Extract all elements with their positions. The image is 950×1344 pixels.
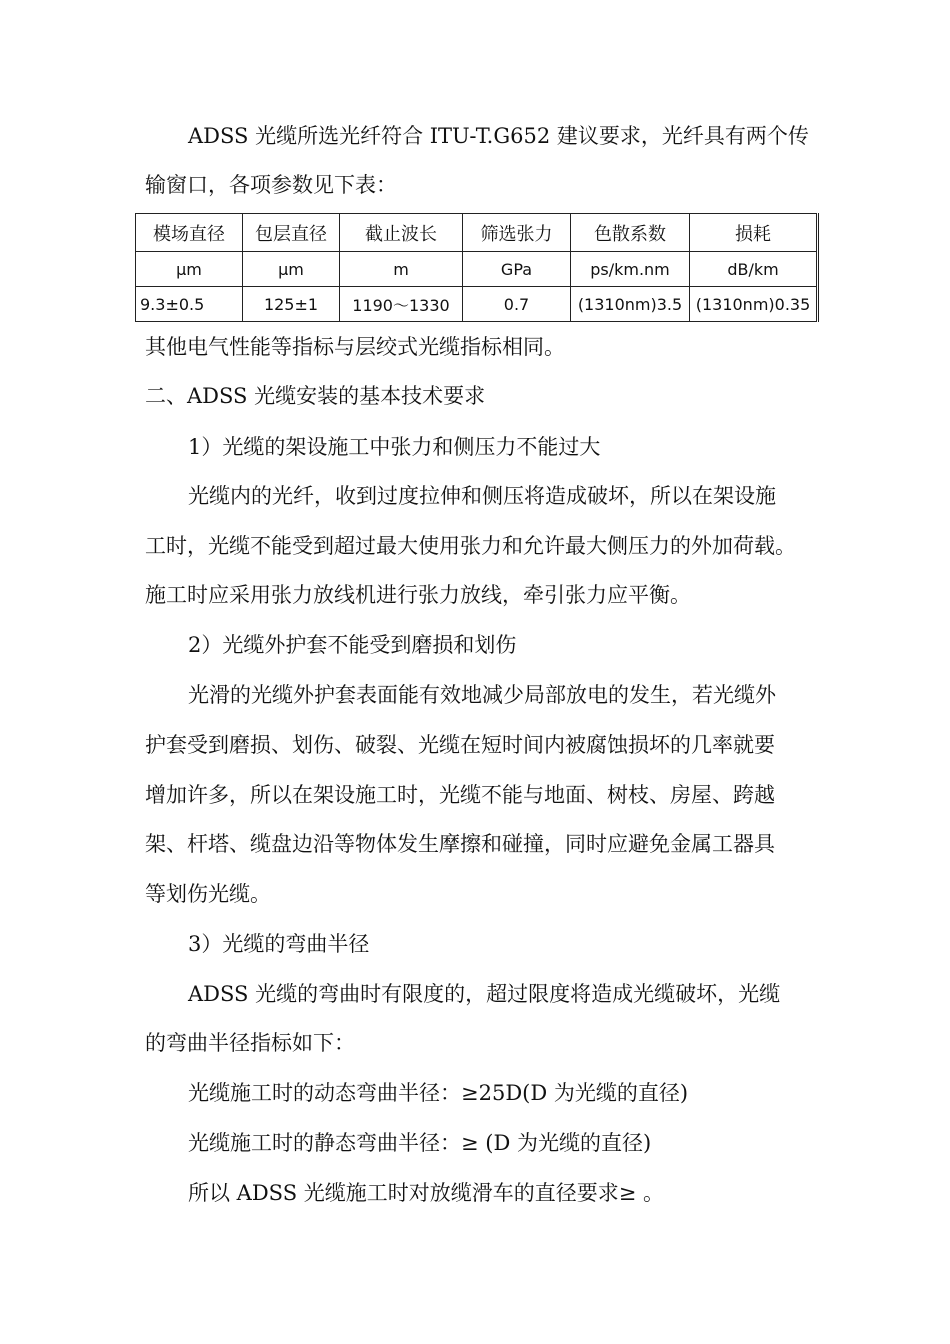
table-unit-cell: GPa: [463, 252, 571, 287]
item2-line: 等划伤光缆。: [145, 882, 271, 906]
table-unit-cell: dB/km: [690, 252, 818, 287]
item2-line: 护套受到磨损、划伤、破裂、光缆在短时间内被腐蚀损坏的几率就要: [145, 733, 775, 757]
table-value-cell: 9.3±0.5: [136, 287, 243, 322]
item1-line: 施工时应采用张力放线机进行张力放线，牵引张力应平衡。: [145, 583, 691, 607]
item1-line: 工时，光缆不能受到超过最大使用张力和允许最大侧压力的外加荷载。: [145, 534, 796, 558]
intro-line-1: ADSS 光缆所选光纤符合 ITU-T.G652 建议要求，光纤具有两个传: [188, 124, 809, 148]
table-header-cell: 筛选张力: [463, 214, 571, 252]
table-header-cell: 损耗: [690, 214, 818, 252]
table-value-cell: (1310nm)3.5: [571, 287, 690, 322]
item1-line: 光缆内的光纤，收到过度拉伸和侧压将造成破坏，所以在架设施: [188, 484, 776, 508]
section-heading: 二、ADSS 光缆安装的基本技术要求: [145, 384, 486, 408]
static-bend-radius: 光缆施工时的静态弯曲半径：≥ (D 为光缆的直径): [188, 1131, 652, 1155]
fiber-parameters-table: [135, 213, 819, 322]
item2-heading: 2）光缆外护套不能受到磨损和划伤: [188, 633, 517, 657]
item1-heading: 1）光缆的架设施工中张力和侧压力不能过大: [188, 435, 601, 459]
item2-line: 光滑的光缆外护套表面能有效地减少局部放电的发生，若光缆外: [188, 683, 776, 707]
table-value-cell: 125±1: [243, 287, 340, 322]
table-unit-cell: ps/km.nm: [571, 252, 690, 287]
table-values-row: [136, 287, 818, 322]
item3-line: ADSS 光缆的弯曲时有限度的，超过限度将造成光缆破坏，光缆: [188, 982, 781, 1006]
table-value-cell: 0.7: [463, 287, 571, 322]
table-header-cell: 截止波长: [340, 214, 463, 252]
item3-line: 的弯曲半径指标如下：: [145, 1031, 355, 1055]
table-header-cell: 色散系数: [571, 214, 690, 252]
pulley-diameter-requirement: 所以 ADSS 光缆施工时对放缆滑车的直径要求≥ 。: [188, 1181, 665, 1205]
intro-line-2: 输窗口，各项参数见下表：: [145, 173, 397, 197]
item2-line: 增加许多，所以在架设施工时，光缆不能与地面、树枝、房屋、跨越: [145, 783, 775, 807]
item2-line: 架、杆塔、缆盘边沿等物体发生摩擦和碰撞，同时应避免金属工器具: [145, 832, 775, 856]
table-header-cell: 包层直径: [243, 214, 340, 252]
table-header-row: [136, 214, 818, 252]
table-value-cell: (1310nm)0.35: [690, 287, 818, 322]
dynamic-bend-radius: 光缆施工时的动态弯曲半径：≥25D(D 为光缆的直径): [188, 1081, 689, 1105]
table-header-cell: 模场直径: [136, 214, 243, 252]
table-unit-cell: μm: [136, 252, 243, 287]
item3-heading: 3）光缆的弯曲半径: [188, 932, 370, 956]
table-value-cell: 1190～1330: [340, 287, 463, 322]
after-table-text: 其他电气性能等指标与层绞式光缆指标相同。: [145, 335, 565, 359]
table-units-row: [136, 252, 818, 287]
table-unit-cell: m: [340, 252, 463, 287]
table-unit-cell: μm: [243, 252, 340, 287]
